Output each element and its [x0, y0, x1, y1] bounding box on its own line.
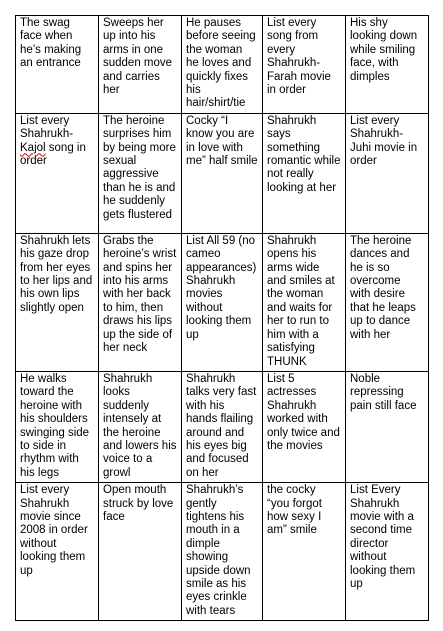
bingo-cell: Shahrukh lets his gaze drop from her eyes to her lips and his own lips slightly open: [16, 233, 99, 371]
table-row: [16, 233, 429, 371]
bingo-cell: List every Shahrukh-Juhi movie in order: [346, 113, 429, 233]
bingo-cell: List Every Shahrukh movie with a second time director without looking them up: [346, 483, 429, 621]
bingo-cell: List every song from every Shahrukh-Farah movie in order: [263, 16, 346, 114]
bingo-cell: Noble repressing pain still face: [346, 371, 429, 482]
table-row: [16, 371, 429, 482]
bingo-cell: the cocky “you forgot how sexy I am” smile: [263, 483, 346, 621]
bingo-cell: The heroine surprises him by being more sexual aggressive than he is and he suddenly gets flustered: [99, 113, 182, 233]
table-row: [16, 113, 429, 233]
bingo-cell: [16, 113, 99, 233]
bingo-cell: His shy looking down while smiling face, with dimples: [346, 16, 429, 114]
table-row: [16, 483, 429, 621]
cell-text: List every Shahrukh-: [20, 114, 74, 141]
bingo-cell: Shahrukh looks suddenly intensely at the heroine and lowers his voice to a growl: [99, 371, 182, 482]
spellcheck-flagged-word: Kajol: [20, 141, 46, 154]
bingo-cell: The swag face when he’s making an entrance: [16, 16, 99, 114]
cell-text: song in order: [20, 141, 86, 168]
bingo-cell: Grabs the heroine’s wrist and spins her into his arms with her back to him, then draws his lips up the side of her neck: [99, 233, 182, 371]
bingo-cell: Cocky “I know you are in love with me” half smile: [182, 113, 263, 233]
bingo-cell: Sweeps her up into his arms in one sudden move and carries her: [99, 16, 182, 114]
bingo-cell: Open mouth struck by love face: [99, 483, 182, 621]
bingo-cell: Shahrukh talks very fast with his hands flailing around and his eyes big and focused on her: [182, 371, 263, 482]
bingo-cell: Shahrukh’s gently tightens his mouth in a dimple showing upside down smile as his eyes crinkle with tears: [182, 483, 263, 621]
bingo-cell: List every Shahrukh movie since 2008 in order without looking them up: [16, 483, 99, 621]
bingo-cell: Shahrukh opens his arms wide and smiles at the woman and waits for her to run to him with a satisfying THUNK: [263, 233, 346, 371]
bingo-cell: List 5 actresses Shahrukh worked with only twice and the movies: [263, 371, 346, 482]
bingo-cell: The heroine dances and he is so overcome with desire that he leaps up to dance with her: [346, 233, 429, 371]
bingo-cell: List All 59 (no cameo appearances) Shahrukh movies without looking them up: [182, 233, 263, 371]
bingo-table: [15, 15, 429, 621]
bingo-cell: He pauses before seeing the woman he loves and quickly fixes his hair/shirt/tie: [182, 16, 263, 114]
bingo-cell: He walks toward the heroine with his shoulders swinging side to side in rhythm with his legs: [16, 371, 99, 482]
table-row: [16, 16, 429, 114]
bingo-cell: Shahrukh says something romantic while not really looking at her: [263, 113, 346, 233]
